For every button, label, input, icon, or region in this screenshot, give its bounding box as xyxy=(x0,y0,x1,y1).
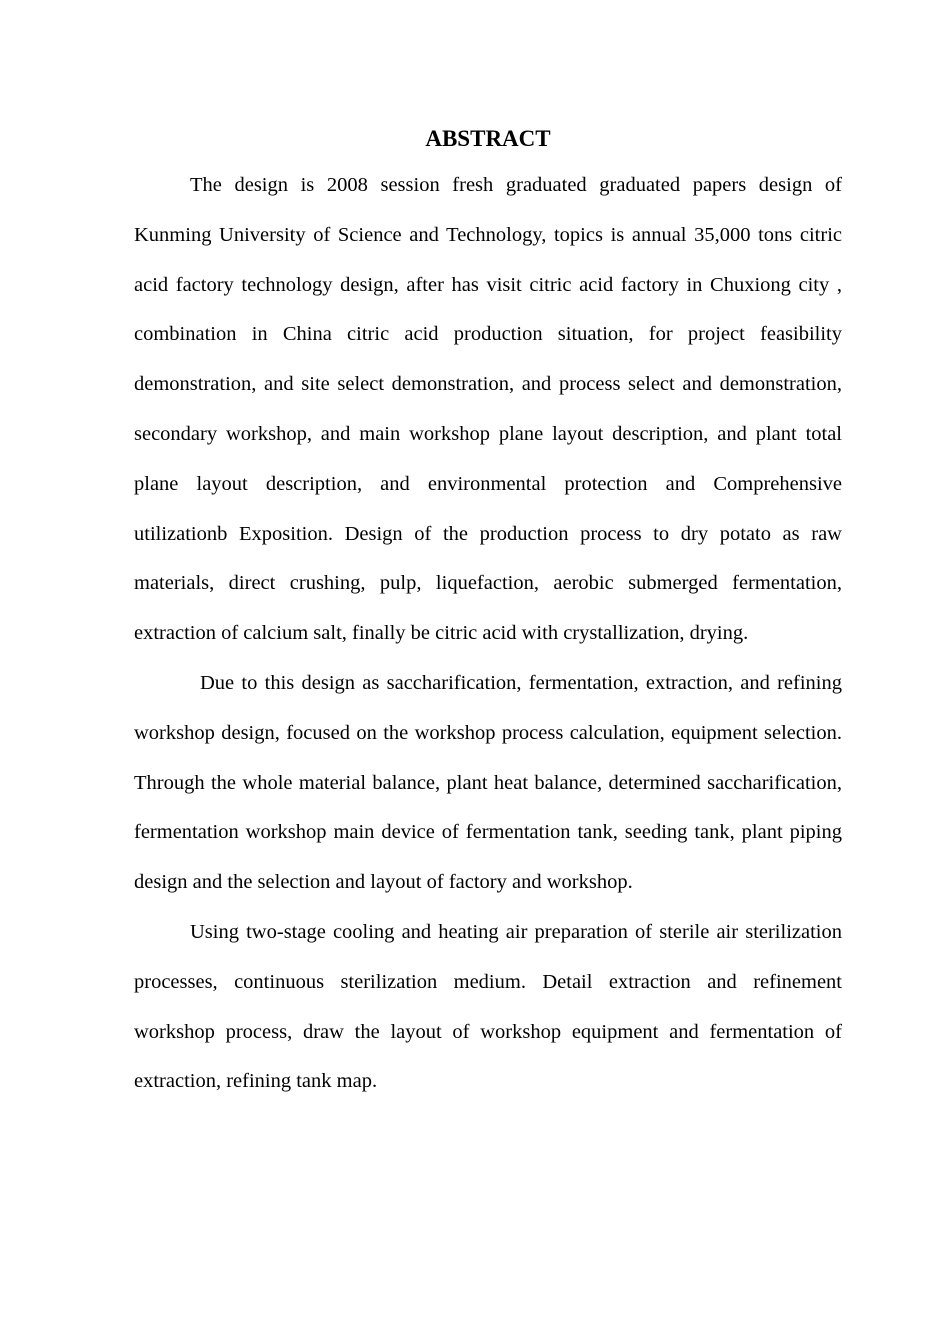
abstract-paragraph-2: Due to this design as saccharification, fermentation, extraction, and refining workshop design, focused on the workshop process calculation, equipment selection. Through the whole material balance, plant heat balance, determined saccharification, fermentation workshop main device of fermentation tank, seeding tank, plant piping design and the selection and layout of factory and workshop. xyxy=(134,671,842,894)
abstract-paragraph-1: The design is 2008 session fresh graduated graduated papers design of Kunming University of Science and Technology, topics is annual 35,000 tons citric acid factory technology design, after has visit citric acid factory in Chuxiong city , combination in China citric acid production situation, for project feasibility demonstration, and site select demonstration, and process select and demonstration, secondary workshop, and main workshop plane layout description, and plant total plane layout description, and environmental protection and Comprehensive utilizationb Exposition. Design of the production process to dry potato as raw materials, direct crushing, pulp, liquefaction, aerobic submerged fermentation, extraction of calcium salt, finally be citric acid with crystallization, drying. xyxy=(134,174,842,645)
abstract-title: ABSTRACT xyxy=(425,126,551,151)
abstract-paragraph-3: Using two-stage cooling and heating air preparation of sterile air sterilization processes, continuous sterilization medium. Detail extraction and refinement workshop process, draw the layout of workshop equipment and fermentation of extraction, refining tank map. xyxy=(134,920,842,1093)
document-page xyxy=(134,124,842,1107)
